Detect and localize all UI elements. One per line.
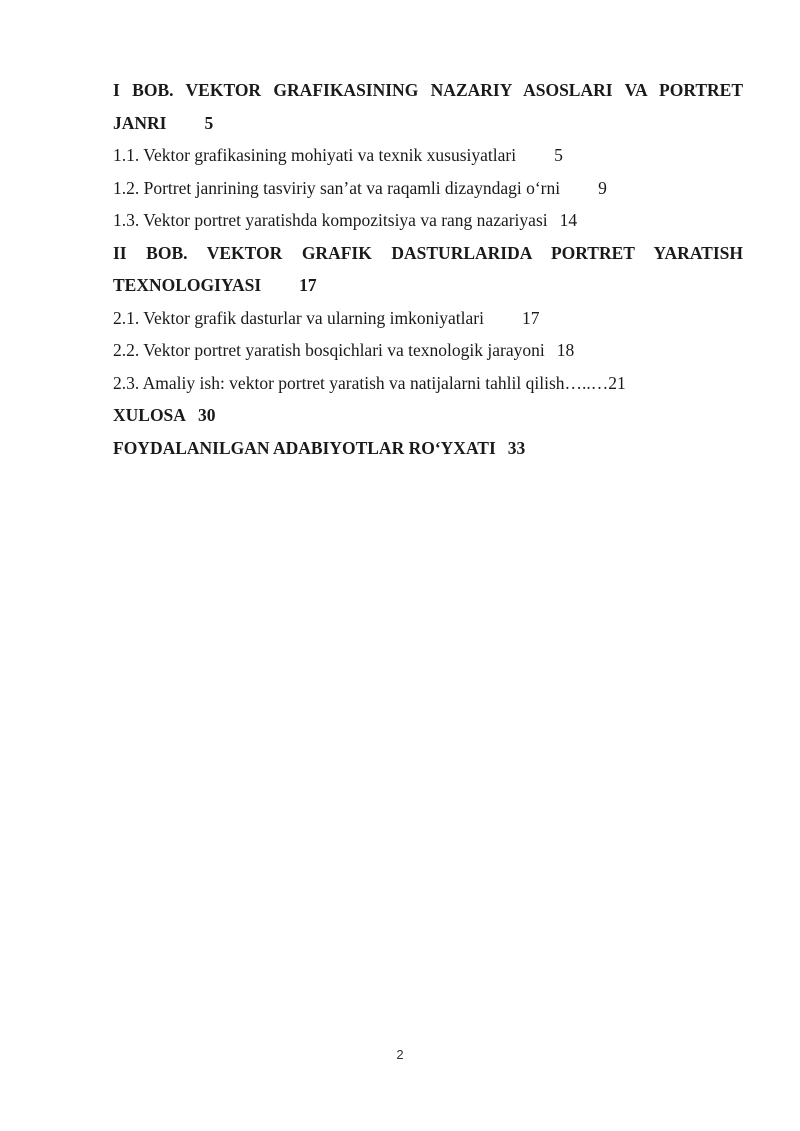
toc-item-2-1-page: 17 [521,307,540,328]
toc-item-1-1-title: 1.1. Vektor grafikasining mohiyati va texnik xususiyatlari [113,145,517,165]
toc-chapter-2-title-cont: TEXNOLOGIYASI [113,275,262,295]
toc-item-2-3 [113,367,743,400]
toc-references-page: 33 [507,437,526,458]
toc-conclusion-page: 30 [197,405,216,425]
toc-item-1-2-title: 1.2. Portret janrining tasviriy san’at va raqamli dizayndagi o‘rni [113,177,561,198]
toc-item-1-1-page: 5 [554,145,563,165]
toc-references [113,432,743,465]
toc-item-2-2-title: 2.2. Vektor portret yaratish bosqichlari va texnologik jarayoni [113,340,545,360]
toc-item-1-1 [113,139,743,172]
toc-conclusion-title: XULOSA [113,405,186,425]
toc-chapter-2-title-line2 [113,269,743,302]
toc-chapter-2-page: 17 [299,275,317,295]
toc-conclusion [113,399,743,432]
toc-item-2-2-page: 18 [556,340,575,360]
toc-item-1-3 [113,204,743,237]
toc-chapter-2-title: II BOB. VEKTOR GRAFIK DASTURLARIDA PORTRET YARATISH [113,242,743,263]
page-number: 2 [396,1047,404,1062]
toc-item-1-3-page: 14 [559,210,578,230]
toc-item-1-2 [113,172,743,205]
toc-chapter-2-title-line1 [113,237,743,270]
toc-chapter-1-title-line1 [113,74,743,107]
table-of-contents [113,74,743,464]
toc-item-2-1 [113,302,743,335]
toc-chapter-1-title-line2 [113,107,743,140]
toc-chapter-1-title: I BOB. VEKTOR GRAFIKASINING NAZARIY ASOSLARI VA PORTRET [113,80,743,100]
toc-item-1-2-page: 9 [598,177,607,198]
toc-references-title: FOYDALANILGAN ADABIYOTLAR RO‘YXATI [113,437,496,458]
toc-item-2-1-title: 2.1. Vektor grafik dasturlar va ularning imkoniyatlari [113,307,484,328]
toc-item-2-3-title: 2.3. Amaliy ish: vektor portret yaratish va natijalarni tahlil qilish…..…21 [113,372,626,393]
toc-chapter-1-title-cont: JANRI [113,112,167,133]
toc-chapter-1-page: 5 [204,112,214,133]
toc-item-2-2 [113,334,743,367]
toc-item-1-3-title: 1.3. Vektor portret yaratishda kompozitsiya va rang nazariyasi [113,210,548,230]
